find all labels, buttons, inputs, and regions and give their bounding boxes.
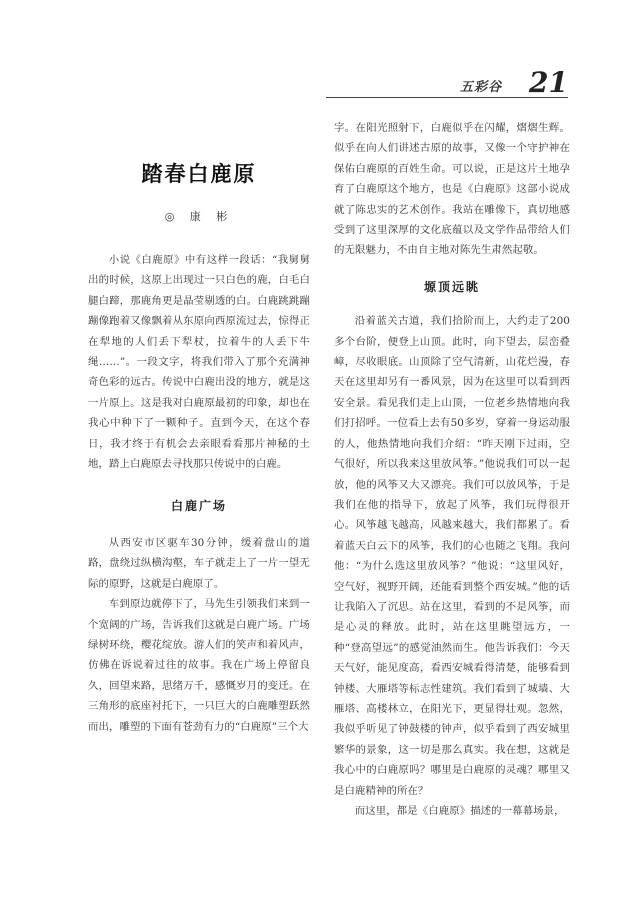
subhead-yuan-top: 塬顶远眺 (423, 279, 480, 294)
article-author: ◎ 康 彬 (164, 210, 234, 223)
left-paragraph-3: 车到原边就停下了，马先生引领我们来到一个宽阔的广场，告诉我们这就是白鹿广场。广场绿树环绕，樱花绽放。游人们的笑声和着风声，仿佛在诉说着过往的故事。我在广场上停留良久，回望来路，思绪万千，感慨岁月的变迁。在三角形的底座衬托下，一只巨大的白鹿雕塑跃然而出，雕塑的下面有苍劲有力的“白鹿原”三个大 (88, 598, 310, 733)
left-paragraph-2: 从西安市区驱车30分钟，缓着盘山的道路，盘绕过纵横沟壑，车子就走上了一片一望无际的原野，这就是白鹿原了。 (88, 536, 310, 590)
right-paragraph-2: 沿着蓝关古道，我们拾阶而上，大约走了200多个台阶，便登上山顶。此时，向下望去，层峦叠嶂，尽收眼底。山顶除了空气清新，山花烂漫，春天在这里却另有一番风景，因为在这里可以看到西安全景。看见我们走上山顶，一位老乡热情地向我们打招呼。一位看上去有50多岁，穿着一身运动服的人，他热情地向我们介绍：“昨天刚下过雨，空气很好，所以我来这里放风筝。”他说我们可以一起放，他的风筝又大又漂亮。我们可以放风筝，于是我们在他的指导下，放起了风筝，我们玩得很开心。风筝越飞越高，风越来越大，我们都累了。看着蓝天白云下的风筝，我们的心也随之飞翔。我问他：“为什么选这里放风筝？”他说：“这里风好，空气好，视野开阔，还能看到整个西安城。”他的话让我陷入了沉思。站在这里，看到的不是风筝，而是心灵的释放。此时，站在这里眺望远方，一种“登高望远”的感觉油然而生。他告诉我们：今天天气好，能见度高，看西安城看得清楚，能够看到钟楼、大雁塔等标志性建筑。我们看到了城墙、大雁塔、高楼林立，在阳光下，更显得壮观。忽然，我似乎听见了钟鼓楼的钟声，似乎看到了西安城里繁华的景象，这一切是那么真实。我在想，这就是我心中的白鹿原吗？哪里是白鹿原的灵魂？哪里又是白鹿精神的所在？ (334, 315, 570, 797)
article-title: 踏春白鹿原 (141, 162, 257, 186)
page-header (326, 66, 568, 104)
right-paragraph-3: 而这里，都是《白鹿原》描述的一幕幕场景， (354, 805, 565, 817)
header-rule (326, 97, 568, 98)
left-column (88, 250, 310, 737)
page-number: 21 (529, 66, 568, 99)
subhead-bailu-square: 白鹿广场 (170, 499, 227, 514)
right-paragraph-1: 字。在阳光照射下，白鹿似乎在闪耀，熠熠生辉。似乎在向人们讲述古原的故事，又像一个守护神在保佑白鹿原的百姓生命。可以说，正是这片土地孕育了白鹿原这个地方，也是《白鹿原》这部小说成就了陈忠实的艺术创作。我站在雕像下，真切地感受到了这里深厚的文化底蕴以及文学作品带给人们的无限魅力，不由自主地对陈先生肃然起敬。 (334, 122, 570, 257)
right-column (334, 118, 570, 821)
section-name: 五彩谷 (459, 80, 502, 95)
left-paragraph-1: 小说《白鹿原》中有这样一段话：“我舅舅出的时候，这原上出现过一只白色的鹿，白毛白腿白蹄，那鹿角更是晶莹剔透的白。白鹿跳跳蹦蹦像跑着又像飘着从东原向西原流过去，惊得正在犁地的人们丢下犁杖，拉着牛的人丢下牛绳……”。一段文字，将我们带入了那个充满神奇色彩的远古。传说中白鹿出没的地方，就是这一片原上。这是我对白鹿原最初的印象，却也在我心中种下了一颗种子。直到今天，在这个春日，我才终于有机会去亲眼看看那片神秘的土地，踏上白鹿原去寻找那只传说中的白鹿。 (88, 254, 310, 471)
